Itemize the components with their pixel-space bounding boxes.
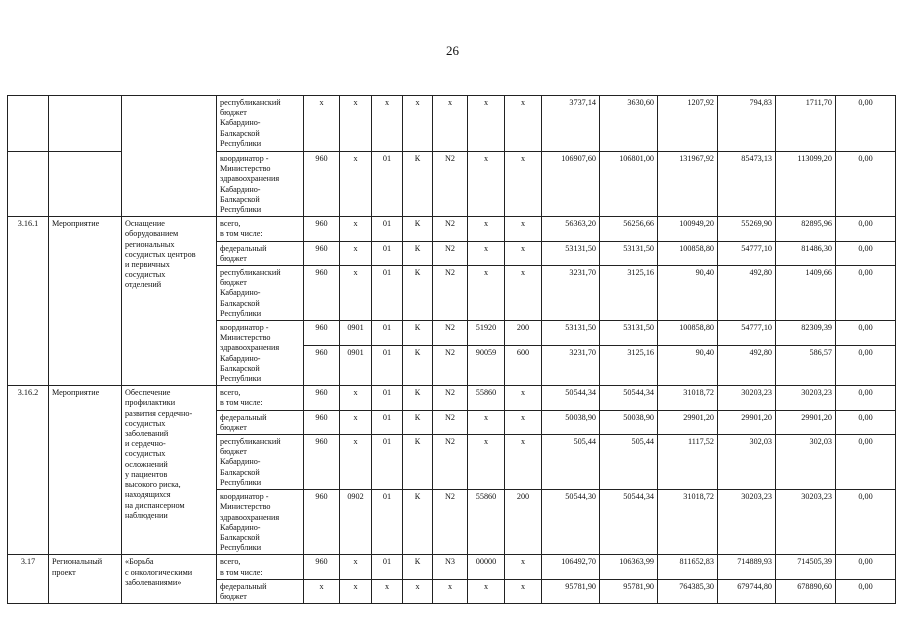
cell-code: К [403, 152, 433, 217]
cell-code: х [505, 386, 542, 410]
cell-code: N2 [433, 490, 468, 555]
cell-code: х [505, 435, 542, 490]
cell-code: 01 [372, 555, 403, 579]
cell-value: 50038,90 [542, 410, 600, 434]
cell-value: 0,00 [836, 266, 896, 321]
cell-value: 492,80 [718, 346, 776, 386]
cell-code: N2 [433, 386, 468, 410]
cell-value: 82895,96 [776, 217, 836, 241]
cell-code: х [505, 579, 542, 603]
cell-code: 0901 [340, 346, 372, 386]
cell-code: N3 [433, 555, 468, 579]
cell-code: 0901 [340, 321, 372, 346]
cell-value: 1207,92 [658, 96, 718, 152]
cell-code: х [468, 410, 505, 434]
cell-value: 106363,99 [600, 555, 658, 579]
cell-value: 678890,60 [776, 579, 836, 603]
cell-value: 3125,16 [600, 266, 658, 321]
cell-value: 0,00 [836, 321, 896, 346]
cell-code: 00000 [468, 555, 505, 579]
cell-code: х [468, 217, 505, 241]
cell-num [8, 96, 49, 152]
cell-value: 679744,80 [718, 579, 776, 603]
cell-code: х [468, 579, 505, 603]
cell-code: х [340, 241, 372, 265]
cell-source: координатор - Министерство здравоохранения Кабардино- Балкарской Республики [217, 321, 304, 386]
cell-value: 1117,52 [658, 435, 718, 490]
cell-source: республиканский бюджет Кабардино- Балкарской Республики [217, 96, 304, 152]
cell-code: х [433, 96, 468, 152]
cell-value: 56256,66 [600, 217, 658, 241]
cell-code: N2 [433, 410, 468, 434]
cell-value: 3231,70 [542, 346, 600, 386]
cell-code: 01 [372, 386, 403, 410]
cell-value: 794,83 [718, 96, 776, 152]
cell-value: 53131,50 [542, 241, 600, 265]
cell-code: N2 [433, 321, 468, 346]
cell-code: х [340, 386, 372, 410]
cell-value: 81486,30 [776, 241, 836, 265]
cell-value: 3737,14 [542, 96, 600, 152]
cell-code: 960 [304, 555, 340, 579]
cell-num: 3.16.2 [8, 386, 49, 555]
cell-name: Обеспечение профилактики развития сердечно- сосудистых заболеваний и сердечно- сосудистых осложнений у пациентов высокого риска, находящихся на диспансерном наблюдении [122, 386, 217, 555]
cell-value: 714889,93 [718, 555, 776, 579]
cell-code: х [304, 96, 340, 152]
cell-code: 960 [304, 490, 340, 555]
cell-value: 0,00 [836, 555, 896, 579]
cell-value: 95781,90 [600, 579, 658, 603]
cell-value: 505,44 [600, 435, 658, 490]
cell-value: 55269,90 [718, 217, 776, 241]
cell-value: 30203,23 [718, 386, 776, 410]
cell-code: х [505, 217, 542, 241]
cell-value: 764385,30 [658, 579, 718, 603]
cell-type: Мероприятие [49, 386, 122, 555]
cell-value: 90,40 [658, 346, 718, 386]
cell-code: 960 [304, 346, 340, 386]
budget-table [7, 95, 896, 604]
cell-value: 0,00 [836, 217, 896, 241]
cell-value: 0,00 [836, 579, 896, 603]
cell-value: 0,00 [836, 386, 896, 410]
cell-code: 960 [304, 152, 340, 217]
cell-code: К [403, 490, 433, 555]
cell-value: 50544,34 [542, 386, 600, 410]
cell-code: 01 [372, 152, 403, 217]
cell-code: 0902 [340, 490, 372, 555]
cell-value: 492,80 [718, 266, 776, 321]
cell-value: 1711,70 [776, 96, 836, 152]
page-number: 26 [446, 43, 459, 58]
cell-code: х [372, 96, 403, 152]
cell-source: федеральный бюджет [217, 410, 304, 434]
cell-code: 01 [372, 266, 403, 321]
cell-value: 3630,60 [600, 96, 658, 152]
cell-code: 01 [372, 435, 403, 490]
cell-code: 01 [372, 346, 403, 386]
cell-source: федеральный бюджет [217, 241, 304, 265]
cell-code: х [505, 96, 542, 152]
cell-value: 56363,20 [542, 217, 600, 241]
cell-value: 106492,70 [542, 555, 600, 579]
cell-code: N2 [433, 217, 468, 241]
cell-value: 30203,23 [776, 386, 836, 410]
cell-value: 82309,39 [776, 321, 836, 346]
cell-code: К [403, 555, 433, 579]
cell-code: х [340, 266, 372, 321]
cell-code: К [403, 410, 433, 434]
cell-value: 505,44 [542, 435, 600, 490]
cell-code: 600 [505, 346, 542, 386]
cell-code: 01 [372, 217, 403, 241]
cell-value: 100858,80 [658, 321, 718, 346]
cell-code: х [340, 410, 372, 434]
cell-value: 54777,10 [718, 241, 776, 265]
cell-code: х [372, 579, 403, 603]
cell-code: 01 [372, 490, 403, 555]
cell-code: К [403, 386, 433, 410]
cell-code: х [403, 579, 433, 603]
cell-code: N2 [433, 346, 468, 386]
cell-value: 3125,16 [600, 346, 658, 386]
cell-code: х [340, 217, 372, 241]
cell-code: 960 [304, 386, 340, 410]
cell-code: х [340, 555, 372, 579]
cell-value: 0,00 [836, 96, 896, 152]
table-row [8, 555, 896, 579]
cell-name: «Борьба с онкологическими заболеваниями» [122, 555, 217, 604]
cell-type [49, 152, 122, 217]
cell-source: федеральный бюджет [217, 579, 304, 603]
cell-code: 960 [304, 241, 340, 265]
cell-code: 55860 [468, 490, 505, 555]
cell-value: 50544,34 [600, 386, 658, 410]
cell-value: 0,00 [836, 241, 896, 265]
cell-value: 54777,10 [718, 321, 776, 346]
cell-value: 1409,66 [776, 266, 836, 321]
cell-value: 50544,34 [600, 490, 658, 555]
cell-code: 51920 [468, 321, 505, 346]
cell-code: К [403, 217, 433, 241]
cell-code: 01 [372, 241, 403, 265]
cell-value: 29901,20 [718, 410, 776, 434]
cell-code: х [340, 579, 372, 603]
cell-source: республиканский бюджет Кабардино- Балкарской Республики [217, 266, 304, 321]
cell-code: х [468, 241, 505, 265]
cell-value: 106801,00 [600, 152, 658, 217]
cell-value: 714505,39 [776, 555, 836, 579]
cell-value: 53131,50 [600, 321, 658, 346]
cell-value: 113099,20 [776, 152, 836, 217]
cell-code: 960 [304, 435, 340, 490]
cell-value: 106907,60 [542, 152, 600, 217]
cell-value: 100949,20 [658, 217, 718, 241]
cell-code: х [433, 579, 468, 603]
table-row [8, 386, 896, 410]
cell-value: 90,40 [658, 266, 718, 321]
cell-code: х [505, 152, 542, 217]
cell-value: 0,00 [836, 435, 896, 490]
cell-code: 960 [304, 321, 340, 346]
cell-code: х [468, 435, 505, 490]
cell-value: 95781,90 [542, 579, 600, 603]
cell-source: координатор - Министерство здравоохранения Кабардино- Балкарской Республики [217, 490, 304, 555]
cell-code: 90059 [468, 346, 505, 386]
cell-code: х [468, 266, 505, 321]
cell-value: 31018,72 [658, 386, 718, 410]
cell-value: 50038,90 [600, 410, 658, 434]
cell-code: 960 [304, 217, 340, 241]
cell-code: 01 [372, 321, 403, 346]
cell-value: 0,00 [836, 152, 896, 217]
cell-value: 29901,20 [658, 410, 718, 434]
cell-value: 100858,80 [658, 241, 718, 265]
cell-value: 0,00 [836, 346, 896, 386]
cell-num: 3.17 [8, 555, 49, 604]
cell-name [122, 96, 217, 217]
cell-code: N2 [433, 435, 468, 490]
cell-num: 3.16.1 [8, 217, 49, 386]
cell-value: 811652,83 [658, 555, 718, 579]
cell-value: 85473,13 [718, 152, 776, 217]
cell-value: 30203,23 [776, 490, 836, 555]
cell-value: 30203,23 [718, 490, 776, 555]
cell-code: N2 [433, 241, 468, 265]
cell-code: 960 [304, 266, 340, 321]
cell-value: 53131,50 [542, 321, 600, 346]
cell-value: 302,03 [718, 435, 776, 490]
cell-value: 3231,70 [542, 266, 600, 321]
cell-code: х [505, 555, 542, 579]
cell-type: Региональный проект [49, 555, 122, 604]
cell-name: Оснащение оборудованием региональных сосудистых центров и первичных сосудистых отделений [122, 217, 217, 386]
cell-code: 200 [505, 321, 542, 346]
cell-value: 0,00 [836, 490, 896, 555]
table-row [8, 217, 896, 241]
cell-code: К [403, 346, 433, 386]
cell-value: 31018,72 [658, 490, 718, 555]
cell-code: 960 [304, 410, 340, 434]
cell-num [8, 152, 49, 217]
cell-value: 50544,30 [542, 490, 600, 555]
cell-value: 29901,20 [776, 410, 836, 434]
cell-code: N2 [433, 152, 468, 217]
cell-code: х [340, 96, 372, 152]
cell-code: К [403, 435, 433, 490]
cell-source: координатор - Министерство здравоохранения Кабардино- Балкарской Республики [217, 152, 304, 217]
table-row [8, 96, 896, 152]
cell-code: 55860 [468, 386, 505, 410]
cell-type: Мероприятие [49, 217, 122, 386]
cell-source: всего, в том числе: [217, 555, 304, 579]
cell-code: К [403, 241, 433, 265]
cell-code: К [403, 266, 433, 321]
cell-value: 586,57 [776, 346, 836, 386]
cell-code: х [505, 410, 542, 434]
cell-source: всего, в том числе: [217, 386, 304, 410]
cell-code: х [340, 435, 372, 490]
cell-code: х [505, 241, 542, 265]
cell-code: 200 [505, 490, 542, 555]
cell-value: 0,00 [836, 410, 896, 434]
cell-source: республиканский бюджет Кабардино- Балкарской Республики [217, 435, 304, 490]
cell-code: х [505, 266, 542, 321]
cell-code: х [468, 152, 505, 217]
cell-code: 01 [372, 410, 403, 434]
cell-value: 302,03 [776, 435, 836, 490]
cell-code: N2 [433, 266, 468, 321]
cell-value: 53131,50 [600, 241, 658, 265]
cell-code: х [403, 96, 433, 152]
cell-code: х [304, 579, 340, 603]
cell-value: 131967,92 [658, 152, 718, 217]
cell-source: всего, в том числе: [217, 217, 304, 241]
cell-code: К [403, 321, 433, 346]
cell-code: х [340, 152, 372, 217]
cell-type [49, 96, 122, 152]
cell-code: х [468, 96, 505, 152]
